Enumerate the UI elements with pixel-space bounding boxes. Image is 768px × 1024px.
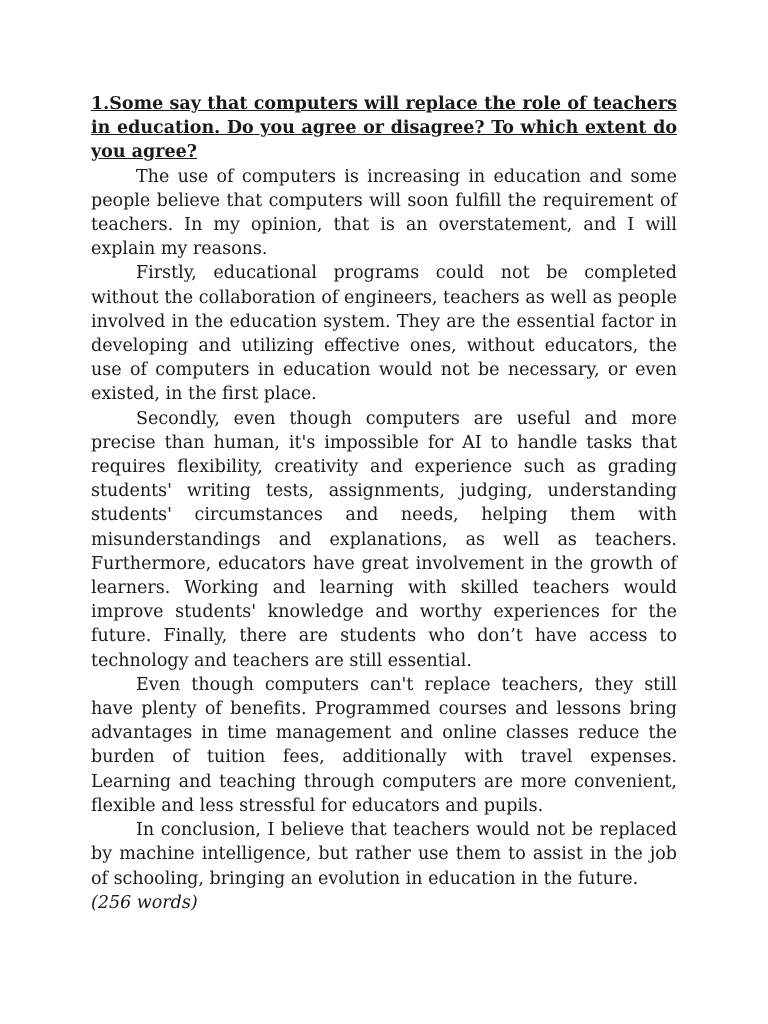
paragraph-body-2: Secondly, even though computers are useful and more precise than human, it's impossible for AI to handle tasks that requires flexibility, creativity and experience such as grading students' writing tests, assignments, judging, understanding students' circumstances and needs, helping them with misunderstandings and explanations, as well as teachers. Furthermore, educators have great involvement in the growth of learners. Working and learning with skilled teachers would improve students' knowledge and worthy experiences for the future. Finally, there are students who don’t have access to technology and teachers are still essential. (91, 408, 677, 671)
paragraph-conclusion: In conclusion, I believe that teachers would not be replaced by machine intelligence, but rather use them to assist in the job of schooling, bringing an evolution in education in the future. (91, 820, 677, 889)
paragraph-body-1: Firstly, educational programs could not be completed without the collaboration of engineers, teachers as well as people involved in the education system. They are the essential factor in developing and utilizing effective ones, without educators, the use of computers in education would not be necessary, or even existed, in the first place. (91, 263, 677, 405)
paragraph-body-3: Even though computers can't replace teachers, they still have plenty of benefits. Programmed courses and lessons bring advantages in time management and online classes reduce the burden of tuition fees, additionally with travel expenses. Learning and teaching through computers are more convenient, flexible and less stressful for educators and pupils. (91, 674, 677, 816)
word-count: (256 words) (91, 892, 198, 913)
essay-title: 1.Some say that computers will replace the role of teachers in education. Do you agree or disagree? To which extent do you agree? (91, 94, 677, 163)
essay-page (91, 92, 677, 915)
paragraph-introduction: The use of computers is increasing in education and some people believe that computers will soon fulfill the requirement of teachers. In my opinion, that is an overstatement, and I will explain my reasons. (91, 166, 677, 260)
